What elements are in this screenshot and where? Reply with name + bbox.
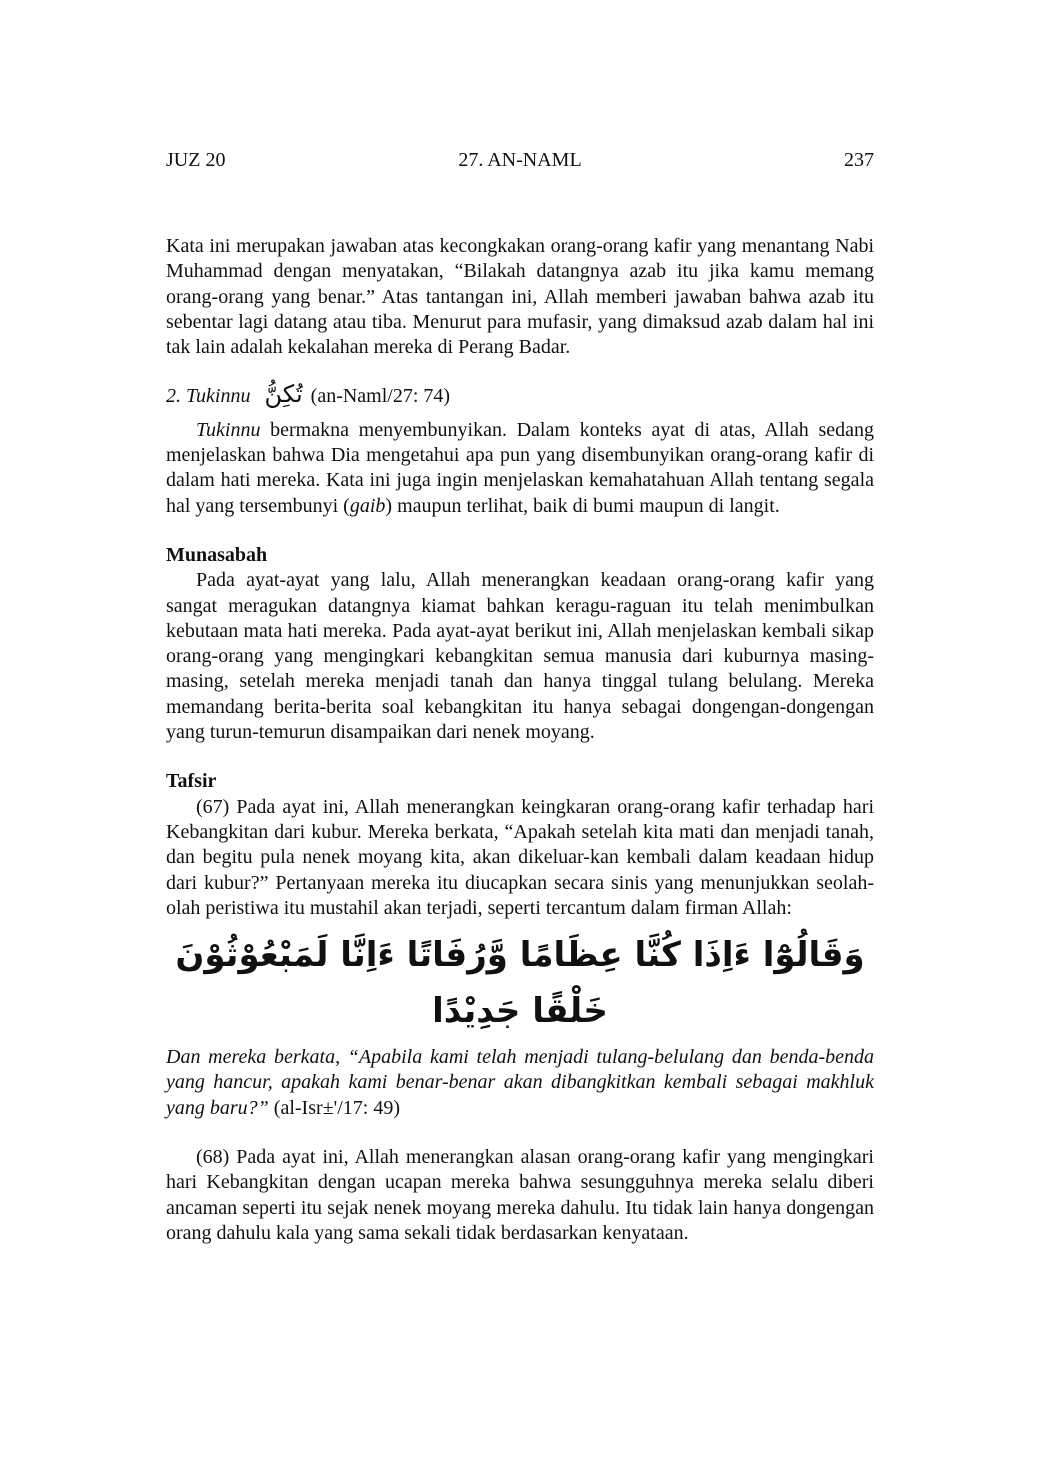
running-header [166, 146, 874, 174]
term-definition-text-2: ) maupun terlihat, baik di bumi maupun di langit. [385, 494, 780, 517]
munasabah-paragraph: Pada ayat-ayat yang lalu, Allah menerangkan keadaan orang-orang kafir yang sangat meragukan datangnya kiamat bahkan keragu-raguan itu telah menimbulkan kebutaan mata hati mereka. Pada ayat-ayat berikut ini, Allah menjelaskan kembali sikap orang-orang yang mengingkari kebangkitan semua manusia dari kuburnya masing-masing, setelah mereka menjadi tanah dan hanya tinggal tulang belulang. Mereka memandang berita-berita soal kebangkitan itu hanya sebagai dongengan-dongengan yang turun-temurun disampaikan dari nenek moyang. [166, 569, 874, 744]
quran-verse-arabic: وَقَالُوْٓا ءَاِذَا كُنَّا عِظَامًا وَّرُفَاتًا ءَاِنَّا لَمَبْعُوْثُوْنَ خَلْقًا جَدِيْدًا [175, 935, 865, 1032]
verse-reference: (al-Isr±'/17: 49) [268, 1096, 401, 1119]
juz-label: JUZ 20 [166, 149, 226, 171]
tafsir-paragraph-68: (68) Pada ayat ini, Allah menerangkan alasan orang-orang kafir yang mengingkari hari Kebangkitan dengan ucapan mereka bahwa sesungguhnya mereka selalu diberi ancaman seperti itu sejak nenek moyang mereka dahulu. Itu tidak lain hanya dongengan orang dahulu kala yang sama sekali tidak berdasarkan kenyataan. [166, 1146, 874, 1244]
term-definition [166, 418, 874, 519]
term-label: 2. Tukinnu [166, 385, 251, 408]
vocabulary-entry-tukinnu [166, 382, 874, 409]
term-reference: (an-Naml/27: 74) [310, 385, 451, 408]
tafsir-heading: Tafsir [166, 770, 217, 793]
munasabah-heading: Munasabah [166, 543, 268, 566]
term-definition-italic: gaib [349, 494, 386, 517]
verse-translation [166, 1045, 874, 1121]
page-number: 237 [844, 149, 874, 171]
term-definition-text-1: bermakna menyembunyikan. Dalam konteks ayat di atas, Allah sedang menjelaskan bahwa Dia mengetahui apa pun yang disembunyikan orang-orang kafir di dalam hati mereka. Kata ini juga ingin menjelaskan kemahatahuan Allah tentang segala hal yang tersembunyi ( [166, 418, 874, 517]
verse-translation-text: Dan mereka berkata, “Apabila kami telah menjadi tulang-belulang dan benda-benda yang hancur, apakah kami benar-benar akan dibangkitkan kembali sebagai makhluk yang baru?” [166, 1046, 874, 1119]
tafsir-paragraph-67: (67) Pada ayat ini, Allah menerangkan keingkaran orang-orang kafir terhadap hari Kebangkitan dari kubur. Mereka berkata, “Apakah setelah kita mati dan menjadi tanah, dan begitu pula nenek moyang kita, akan dikeluar-kan kembali dalam keadaan hidup dari kubur?” Pertanyaan mereka itu diucapkan secara sinis yang menunjukkan seolah-olah peristiwa itu mustahil akan terjadi, seperti tercantum dalam firman Allah: [166, 795, 874, 919]
page-body [166, 234, 874, 1246]
surah-title: 27. AN-NAML [458, 149, 582, 171]
term-arabic: تُكِنُّ [264, 380, 303, 409]
term-lead: Tukinnu [196, 418, 261, 441]
intro-paragraph: Kata ini merupakan jawaban atas kecongkakan orang-orang kafir yang menantang Nabi Muhammad dengan menyatakan, “Bilakah datangnya azab itu jika kamu memang orang-orang yang benar.” Atas tantangan ini, Allah memberi jawaban bahwa azab itu sebentar lagi datang atau tiba. Menurut para mufasir, yang dimaksud azab dalam hal ini tak lain adalah kekalahan mereka di Perang Badar. [166, 235, 874, 359]
